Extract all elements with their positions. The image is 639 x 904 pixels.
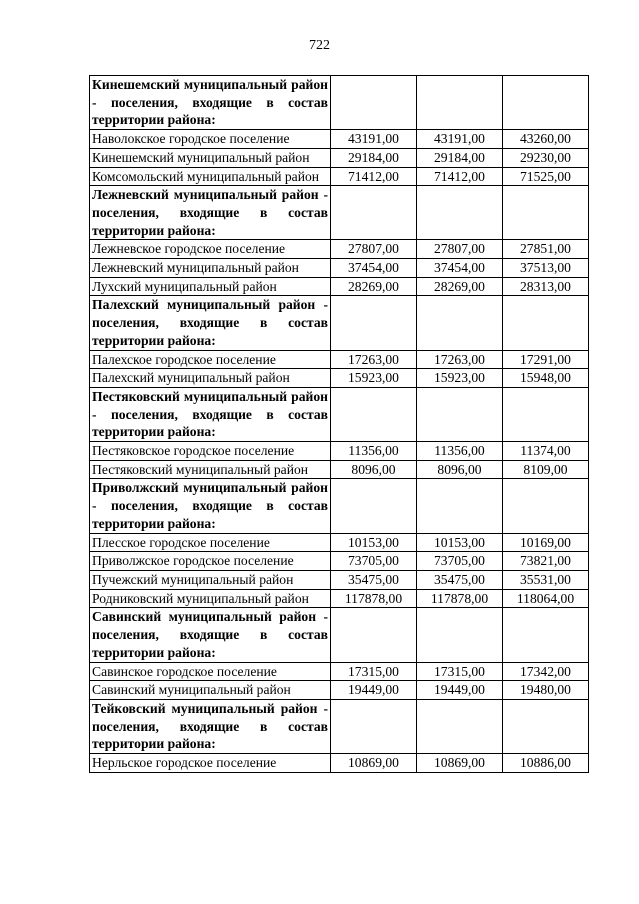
table-body <box>90 76 589 773</box>
value-cell-2 <box>417 296 503 350</box>
value-cell-2 <box>417 699 503 753</box>
value-cell-1 <box>331 479 417 533</box>
value-cell-1 <box>331 186 417 240</box>
table-row <box>90 662 589 681</box>
value-cell-3 <box>503 296 589 350</box>
name-cell: Нерльское городское поселение <box>90 754 331 773</box>
table-section-row <box>90 186 589 240</box>
value-cell-1: 19449,00 <box>331 681 417 700</box>
value-cell-1: 117878,00 <box>331 589 417 608</box>
value-cell-3: 35531,00 <box>503 570 589 589</box>
table-row <box>90 240 589 259</box>
value-cell-1 <box>331 387 417 441</box>
table-row <box>90 570 589 589</box>
name-cell: Лежневский муниципальный район <box>90 259 331 278</box>
value-cell-3 <box>503 479 589 533</box>
value-cell-3: 27851,00 <box>503 240 589 259</box>
name-cell: Кинешемский муниципальный район <box>90 148 331 167</box>
value-cell-1: 43191,00 <box>331 130 417 149</box>
table-row <box>90 589 589 608</box>
value-cell-2: 71412,00 <box>417 167 503 186</box>
table-row <box>90 754 589 773</box>
name-cell: Лежневское городское поселение <box>90 240 331 259</box>
value-cell-3: 15948,00 <box>503 369 589 388</box>
section-heading-cell: Палехский муниципальный район - поселения, входящие в состав территории района: <box>90 296 331 350</box>
section-heading-cell: Кинешемский муниципальный район - поселения, входящие в состав территории района: <box>90 76 331 130</box>
value-cell-2: 11356,00 <box>417 442 503 461</box>
value-cell-1: 35475,00 <box>331 570 417 589</box>
name-cell: Пестяковское городское поселение <box>90 442 331 461</box>
table-row <box>90 369 589 388</box>
value-cell-3: 43260,00 <box>503 130 589 149</box>
name-cell: Лухский муниципальный район <box>90 277 331 296</box>
value-cell-3 <box>503 608 589 662</box>
value-cell-2 <box>417 479 503 533</box>
value-cell-3: 37513,00 <box>503 259 589 278</box>
table-section-row <box>90 296 589 350</box>
value-cell-2: 43191,00 <box>417 130 503 149</box>
table-row <box>90 130 589 149</box>
value-cell-1: 27807,00 <box>331 240 417 259</box>
value-cell-3: 29230,00 <box>503 148 589 167</box>
table-section-row <box>90 699 589 753</box>
table-row <box>90 442 589 461</box>
table-row <box>90 148 589 167</box>
name-cell: Наволокское городское поселение <box>90 130 331 149</box>
value-cell-1: 10153,00 <box>331 533 417 552</box>
table-section-row <box>90 387 589 441</box>
value-cell-1: 29184,00 <box>331 148 417 167</box>
value-cell-3: 17291,00 <box>503 350 589 369</box>
name-cell: Приволжское городское поселение <box>90 552 331 571</box>
name-cell: Плесское городское поселение <box>90 533 331 552</box>
section-heading-cell: Лежневский муниципальный район - поселения, входящие в состав территории района: <box>90 186 331 240</box>
value-cell-2: 17263,00 <box>417 350 503 369</box>
name-cell: Пестяковский муниципальный район <box>90 460 331 479</box>
name-cell: Комсомольский муниципальный район <box>90 167 331 186</box>
page-number: 722 <box>309 38 330 53</box>
value-cell-3: 10886,00 <box>503 754 589 773</box>
value-cell-1: 73705,00 <box>331 552 417 571</box>
table-row <box>90 350 589 369</box>
name-cell: Савинское городское поселение <box>90 662 331 681</box>
name-cell: Савинский муниципальный район <box>90 681 331 700</box>
value-cell-2: 29184,00 <box>417 148 503 167</box>
table-row <box>90 460 589 479</box>
value-cell-2: 15923,00 <box>417 369 503 388</box>
value-cell-2: 10869,00 <box>417 754 503 773</box>
value-cell-1: 10869,00 <box>331 754 417 773</box>
table-row <box>90 552 589 571</box>
value-cell-1 <box>331 608 417 662</box>
value-cell-1 <box>331 296 417 350</box>
table-section-row <box>90 479 589 533</box>
value-cell-2 <box>417 186 503 240</box>
value-cell-2 <box>417 76 503 130</box>
value-cell-3 <box>503 76 589 130</box>
table-row <box>90 259 589 278</box>
value-cell-3: 17342,00 <box>503 662 589 681</box>
value-cell-2: 8096,00 <box>417 460 503 479</box>
value-cell-2 <box>417 387 503 441</box>
value-cell-2: 35475,00 <box>417 570 503 589</box>
value-cell-2 <box>417 608 503 662</box>
name-cell: Пучежский муниципальный район <box>90 570 331 589</box>
value-cell-1: 17315,00 <box>331 662 417 681</box>
value-cell-3: 11374,00 <box>503 442 589 461</box>
value-cell-2: 37454,00 <box>417 259 503 278</box>
value-cell-1: 8096,00 <box>331 460 417 479</box>
value-cell-1: 15923,00 <box>331 369 417 388</box>
budget-table <box>89 75 589 773</box>
value-cell-1 <box>331 76 417 130</box>
value-cell-3: 71525,00 <box>503 167 589 186</box>
table-row <box>90 681 589 700</box>
value-cell-1: 17263,00 <box>331 350 417 369</box>
name-cell: Палехский муниципальный район <box>90 369 331 388</box>
value-cell-2: 10153,00 <box>417 533 503 552</box>
value-cell-2: 73705,00 <box>417 552 503 571</box>
name-cell: Родниковский муниципальный район <box>90 589 331 608</box>
value-cell-3 <box>503 387 589 441</box>
value-cell-2: 19449,00 <box>417 681 503 700</box>
value-cell-2: 117878,00 <box>417 589 503 608</box>
value-cell-1: 11356,00 <box>331 442 417 461</box>
value-cell-1: 37454,00 <box>331 259 417 278</box>
table-section-row <box>90 76 589 130</box>
value-cell-1: 71412,00 <box>331 167 417 186</box>
section-heading-cell: Пестяковский муниципальный район - поселения, входящие в состав территории района: <box>90 387 331 441</box>
value-cell-3 <box>503 699 589 753</box>
section-heading-cell: Савинский муниципальный район - поселения, входящие в состав территории района: <box>90 608 331 662</box>
table-row <box>90 167 589 186</box>
value-cell-1: 28269,00 <box>331 277 417 296</box>
value-cell-2: 17315,00 <box>417 662 503 681</box>
table-row <box>90 533 589 552</box>
value-cell-3: 118064,00 <box>503 589 589 608</box>
section-heading-cell: Приволжский муниципальный район - поселения, входящие в состав территории района: <box>90 479 331 533</box>
table-row <box>90 277 589 296</box>
value-cell-1 <box>331 699 417 753</box>
value-cell-3 <box>503 186 589 240</box>
value-cell-2: 27807,00 <box>417 240 503 259</box>
value-cell-3: 73821,00 <box>503 552 589 571</box>
value-cell-3: 19480,00 <box>503 681 589 700</box>
value-cell-3: 8109,00 <box>503 460 589 479</box>
section-heading-cell: Тейковский муниципальный район - поселения, входящие в состав территории района: <box>90 699 331 753</box>
value-cell-3: 10169,00 <box>503 533 589 552</box>
value-cell-2: 28269,00 <box>417 277 503 296</box>
value-cell-3: 28313,00 <box>503 277 589 296</box>
table-section-row <box>90 608 589 662</box>
name-cell: Палехское городское поселение <box>90 350 331 369</box>
